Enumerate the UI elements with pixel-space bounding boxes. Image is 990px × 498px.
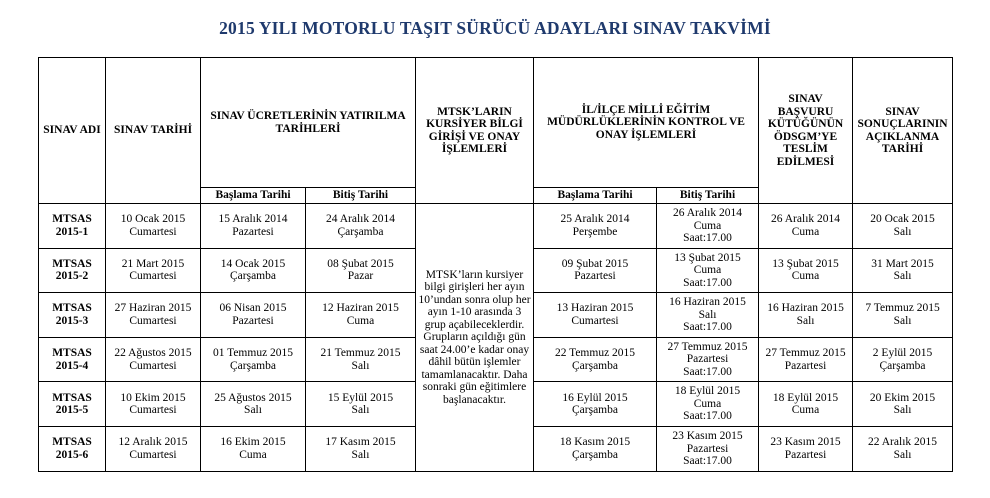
basvuru-cell: 26 Aralık 2014 Cuma	[759, 204, 853, 249]
il-baslama-cell: 13 Haziran 2015 Cumartesi	[534, 293, 657, 338]
il-bitis-cell: 23 Kasım 2015 Pazartesi Saat:17.00	[657, 426, 759, 471]
ucret-bitis-cell: 12 Haziran 2015 Cuma	[306, 293, 416, 338]
il-baslama-cell: 18 Kasım 2015 Çarşamba	[534, 426, 657, 471]
ucret-bitis-cell: 17 Kasım 2015 Salı	[306, 426, 416, 471]
header-mtsk: MTSK’LARIN KURSİYER BİLGİ GİRİŞİ VE ONAY İŞLEMLERİ	[416, 58, 534, 204]
ucret-bitis-cell: 24 Aralık 2014 Çarşamba	[306, 204, 416, 249]
il-baslama-cell: 25 Aralık 2014 Perşembe	[534, 204, 657, 249]
header-ucret: SINAV ÜCRETLERİNİN YATIRILMA TARİHLERİ	[201, 58, 416, 188]
il-bitis-cell: 18 Eylül 2015 Cuma Saat:17.00	[657, 382, 759, 427]
il-bitis-cell: 16 Haziran 2015 Salı Saat:17.00	[657, 293, 759, 338]
basvuru-cell: 16 Haziran 2015 Salı	[759, 293, 853, 338]
ucret-bitis-cell: 08 Şubat 2015 Pazar	[306, 248, 416, 293]
exam-name-cell: MTSAS 2015-4	[39, 337, 106, 382]
sonuc-cell: 31 Mart 2015 Salı	[853, 248, 953, 293]
table-row	[39, 204, 953, 249]
exam-schedule-table	[38, 57, 953, 472]
ucret-baslama-cell: 14 Ocak 2015 Çarşamba	[201, 248, 306, 293]
sonuc-cell: 7 Temmuz 2015 Salı	[853, 293, 953, 338]
subheader-ucret-baslama: Başlama Tarihi	[201, 188, 306, 204]
il-baslama-cell: 22 Temmuz 2015 Çarşamba	[534, 337, 657, 382]
subheader-il-bitis: Bitiş Tarihi	[657, 188, 759, 204]
basvuru-cell: 18 Eylül 2015 Cuma	[759, 382, 853, 427]
header-sonuc: SINAV SONUÇLARININ AÇIKLANMA TARİHİ	[853, 58, 953, 204]
exam-name-cell: MTSAS 2015-3	[39, 293, 106, 338]
header-sinav-tarihi: SINAV TARİHİ	[106, 58, 201, 204]
exam-name-cell: MTSAS 2015-6	[39, 426, 106, 471]
il-bitis-cell: 13 Şubat 2015 Cuma Saat:17.00	[657, 248, 759, 293]
subheader-il-baslama: Başlama Tarihi	[534, 188, 657, 204]
sinav-tarihi-cell: 10 Ekim 2015 Cumartesi	[106, 382, 201, 427]
sinav-tarihi-cell: 21 Mart 2015 Cumartesi	[106, 248, 201, 293]
il-baslama-cell: 16 Eylül 2015 Çarşamba	[534, 382, 657, 427]
header-basvuru: SINAV BAŞVURU KÜTÜĞÜNÜN ÖDSGM’YE TESLİM EDİLMESİ	[759, 58, 853, 204]
basvuru-cell: 27 Temmuz 2015 Pazartesi	[759, 337, 853, 382]
il-baslama-cell: 09 Şubat 2015 Pazartesi	[534, 248, 657, 293]
sonuc-cell: 22 Aralık 2015 Salı	[853, 426, 953, 471]
sonuc-cell: 20 Ekim 2015 Salı	[853, 382, 953, 427]
ucret-bitis-cell: 21 Temmuz 2015 Salı	[306, 337, 416, 382]
sonuc-cell: 20 Ocak 2015 Salı	[853, 204, 953, 249]
ucret-baslama-cell: 01 Temmuz 2015 Çarşamba	[201, 337, 306, 382]
ucret-bitis-cell: 15 Eylül 2015 Salı	[306, 382, 416, 427]
sinav-tarihi-cell: 27 Haziran 2015 Cumartesi	[106, 293, 201, 338]
sinav-tarihi-cell: 10 Ocak 2015 Cumartesi	[106, 204, 201, 249]
basvuru-cell: 23 Kasım 2015 Pazartesi	[759, 426, 853, 471]
header-il-ilce: İL/İLÇE MİLLİ EĞİTİM MÜDÜRLÜKLERİNİN KONTROL VE ONAY İŞLEMLERİ	[534, 58, 759, 188]
page-title: 2015 YILI MOTORLU TAŞIT SÜRÜCÜ ADAYLARI SINAV TAKVİMİ	[219, 18, 771, 38]
sonuc-cell: 2 Eylül 2015 Çarşamba	[853, 337, 953, 382]
header-sinav-adi: SINAV ADI	[39, 58, 106, 204]
ucret-baslama-cell: 06 Nisan 2015 Pazartesi	[201, 293, 306, 338]
mtsk-note-cell: MTSK’ların kursiyer bilgi girişleri her ayın 10’undan sonra olup her ayın 1-10 arasında 3 grup açabileceklerdir. Grupların açıldığı gün saat 24.00’e kadar onay dâhil bütün işlemler tamamlanacaktır. Daha sonraki gün eğitimlere başlanacaktır.	[416, 204, 534, 472]
subheader-ucret-bitis: Bitiş Tarihi	[306, 188, 416, 204]
ucret-baslama-cell: 15 Aralık 2014 Pazartesi	[201, 204, 306, 249]
sinav-tarihi-cell: 12 Aralık 2015 Cumartesi	[106, 426, 201, 471]
exam-name-cell: MTSAS 2015-1	[39, 204, 106, 249]
exam-name-cell: MTSAS 2015-2	[39, 248, 106, 293]
il-bitis-cell: 27 Temmuz 2015 Pazartesi Saat:17.00	[657, 337, 759, 382]
exam-name-cell: MTSAS 2015-5	[39, 382, 106, 427]
ucret-baslama-cell: 25 Ağustos 2015 Salı	[201, 382, 306, 427]
sinav-tarihi-cell: 22 Ağustos 2015 Cumartesi	[106, 337, 201, 382]
il-bitis-cell: 26 Aralık 2014 Cuma Saat:17.00	[657, 204, 759, 249]
basvuru-cell: 13 Şubat 2015 Cuma	[759, 248, 853, 293]
ucret-baslama-cell: 16 Ekim 2015 Cuma	[201, 426, 306, 471]
